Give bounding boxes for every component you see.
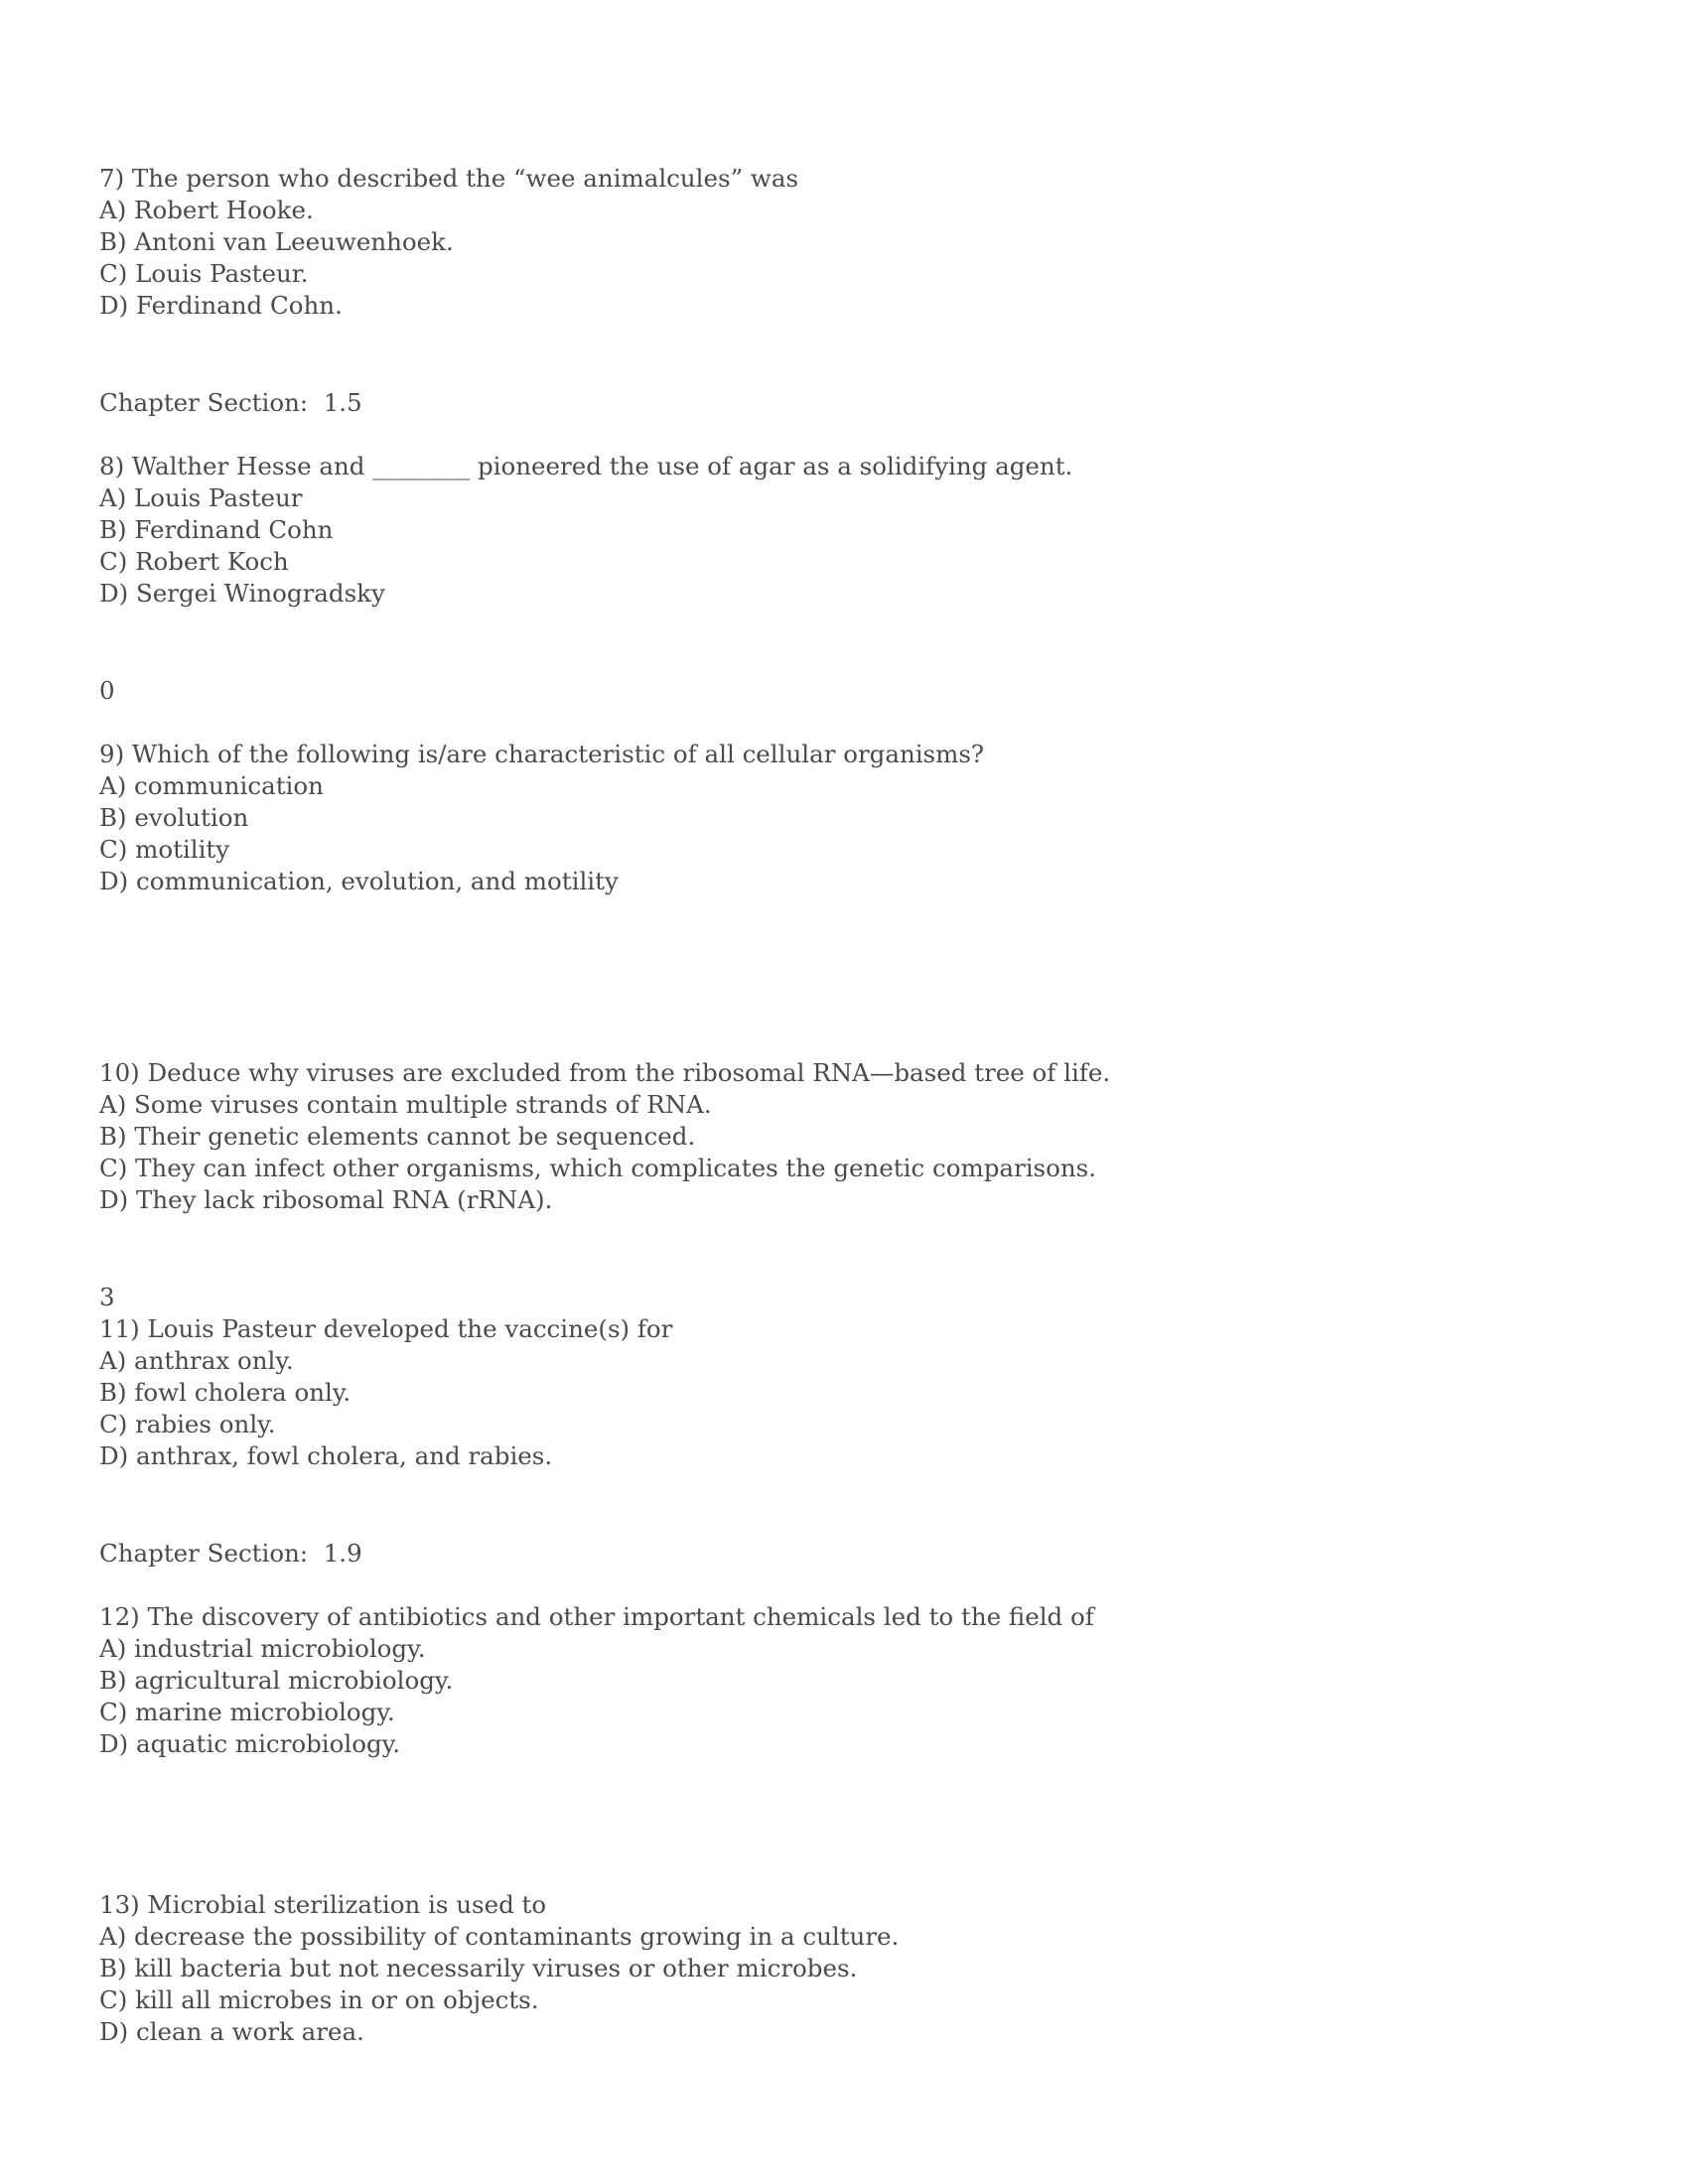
question-8-option-b: B) Ferdinand Cohn (99, 515, 334, 544)
question-11-text: 11) Louis Pasteur developed the vaccine(s) for (99, 1314, 673, 1343)
question-9-option-a: A) communication (99, 771, 324, 800)
question-8-option-d: D) Sergei Winogradsky (99, 579, 385, 608)
question-8-option-a: A) Louis Pasteur (99, 483, 303, 512)
question-12-option-b: B) agricultural microbiology. (99, 1666, 454, 1695)
question-11-option-d: D) anthrax, fowl cholera, and rabies. (99, 1441, 553, 1470)
question-11-option-c: C) rabies only. (99, 1410, 276, 1438)
question-11-option-b: B) fowl cholera only. (99, 1378, 352, 1407)
question-7-option-d: D) Ferdinand Cohn. (99, 291, 343, 320)
question-10-option-c: C) They can infect other organisms, which complicates the genetic comparisons. (99, 1154, 1096, 1182)
question-10-option-b: B) Their genetic elements cannot be sequenced. (99, 1122, 696, 1151)
question-9-option-c: C) motility (99, 835, 230, 864)
question-12-option-d: D) aquatic microbiology. (99, 1729, 401, 1758)
stray-number: 3 (99, 1283, 115, 1311)
question-9-option-b: B) evolution (99, 803, 249, 832)
question-9-text: 9) Which of the following is/are characteristic of all cellular organisms? (99, 740, 985, 768)
question-9-option-d: D) communication, evolution, and motility (99, 867, 619, 895)
question-13-option-c: C) kill all microbes in or on objects. (99, 1985, 539, 2014)
question-13-text: 13) Microbial sterilization is used to (99, 1890, 547, 1919)
question-10-text: 10) Deduce why viruses are excluded from the ribosomal RNA—based tree of life. (99, 1058, 1111, 1087)
stray-number: 0 (99, 676, 115, 705)
question-13-option-a: A) decrease the possibility of contaminants growing in a culture. (99, 1922, 900, 1951)
question-13-option-b: B) kill bacteria but not necessarily viruses or other microbes. (99, 1954, 858, 1982)
question-10-option-a: A) Some viruses contain multiple strands of RNA. (99, 1090, 712, 1119)
question-10-option-d: D) They lack ribosomal RNA (rRNA). (99, 1185, 553, 1214)
question-7-option-c: C) Louis Pasteur. (99, 259, 309, 288)
question-7-text: 7) The person who described the “wee animalcules” was (99, 164, 799, 193)
question-12-text: 12) The discovery of antibiotics and other important chemicals led to the field of (99, 1602, 1094, 1631)
question-12-option-a: A) industrial microbiology. (99, 1634, 426, 1663)
question-7-option-a: A) Robert Hooke. (99, 196, 314, 224)
chapter-section-label: Chapter Section: 1.9 (99, 1539, 362, 1568)
question-8-option-c: C) Robert Koch (99, 547, 289, 576)
question-7-option-b: B) Antoni van Leeuwenhoek. (99, 227, 454, 256)
question-11-option-a: A) anthrax only. (99, 1346, 294, 1375)
question-12-option-c: C) marine microbiology. (99, 1698, 395, 1726)
question-8-text: 8) Walther Hesse and ________ pioneered the use of agar as a solidifying agent. (99, 452, 1073, 480)
chapter-section-label: Chapter Section: 1.5 (99, 388, 362, 417)
question-13-option-d: D) clean a work area. (99, 2017, 364, 2046)
